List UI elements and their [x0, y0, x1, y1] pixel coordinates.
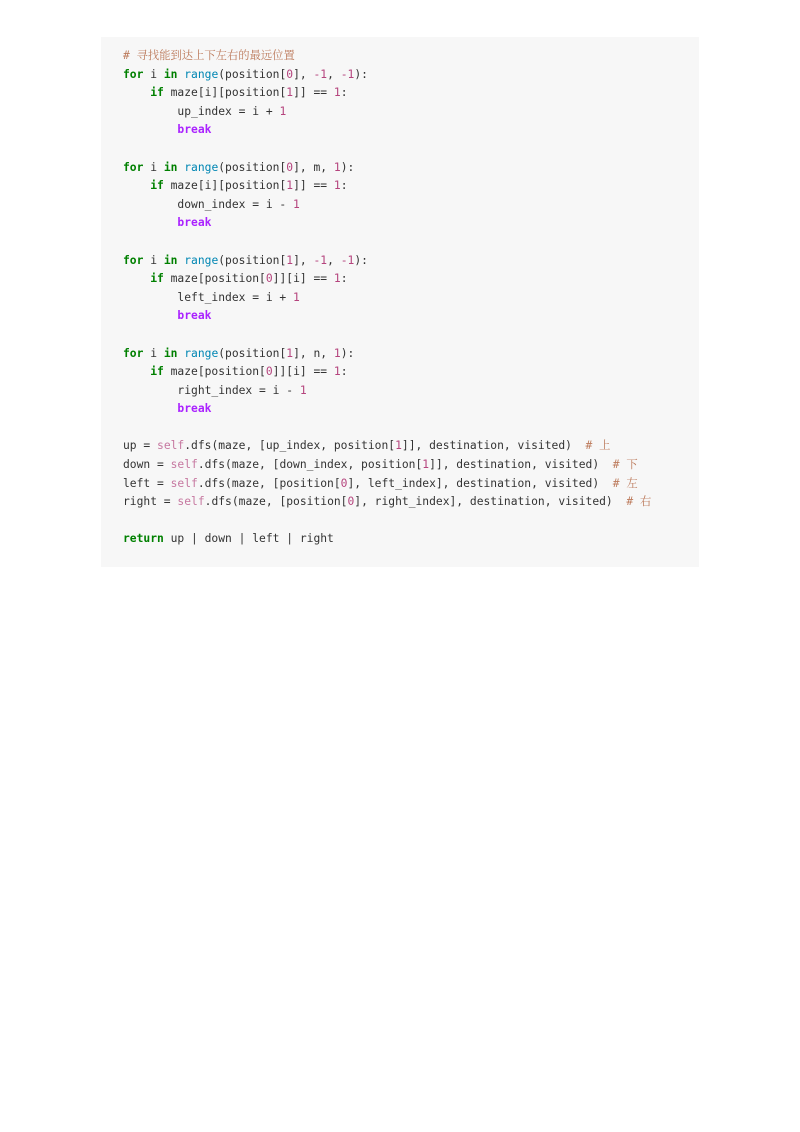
code-token: 1 [299, 383, 307, 397]
code-token: 0 [265, 365, 273, 379]
code-token: return [123, 532, 164, 546]
code-line [101, 289, 699, 308]
code-token: ], left_index], destination, visited) [347, 476, 613, 490]
code-token [123, 179, 150, 192]
code-token: in [163, 346, 178, 360]
code-token: # 左 [612, 476, 638, 490]
code-line [101, 121, 699, 140]
code-token: right = [123, 495, 178, 509]
code-token: maze[i][position[ [163, 86, 287, 100]
code-token [123, 365, 150, 378]
code-token: ): [340, 346, 355, 360]
code-token: for [123, 160, 144, 174]
code-line [101, 456, 699, 475]
code-token: (position[ [218, 67, 287, 81]
code-token: up_index = i + [123, 104, 280, 118]
code-token: right_index = i - [123, 383, 300, 397]
code-token: if [150, 179, 164, 193]
code-token: 1 [279, 104, 287, 118]
code-token: ]][i] == [272, 365, 334, 379]
code-token: ): [354, 67, 368, 81]
code-token: maze[i][position[ [163, 179, 287, 193]
code-line [101, 512, 699, 531]
code-token: range [184, 253, 219, 267]
code-token [123, 402, 177, 415]
code-token: # 寻找能到达上下左右的最远位置 [123, 49, 295, 62]
code-token: i [143, 253, 164, 267]
code-token: self [157, 439, 185, 453]
code-line [101, 363, 699, 382]
code-token: break [177, 123, 212, 137]
code-token: ]], destination, visited) [401, 439, 586, 453]
code-token: : [340, 179, 348, 193]
code-token: 1 [333, 346, 341, 360]
code-token: maze[position[ [163, 365, 266, 379]
code-token: 1 [293, 197, 300, 211]
code-line [101, 382, 699, 401]
code-token: self [177, 495, 205, 509]
code-token: (position[ [218, 160, 287, 174]
code-token: 1 [293, 290, 300, 304]
code-token: 1 [286, 253, 294, 267]
code-token: ]] == [293, 179, 334, 193]
code-token: ]] == [293, 86, 334, 100]
code-line [101, 214, 699, 233]
code-token: -1 [313, 253, 328, 267]
code-token: -1 [340, 253, 355, 267]
code-token: (position[ [218, 253, 287, 267]
code-token: 1 [422, 458, 430, 472]
code-token: 0 [286, 67, 294, 81]
code-token [123, 86, 150, 99]
code-token: if [150, 86, 164, 100]
code-token: ], m, [293, 160, 334, 174]
code-token: : [340, 365, 348, 379]
code-token: up = [123, 439, 158, 453]
code-token: ]], destination, visited) [429, 458, 613, 472]
code-line [101, 47, 699, 66]
code-line [101, 345, 699, 364]
code-line [101, 475, 699, 494]
code-line [101, 252, 699, 271]
code-token: : [340, 86, 348, 100]
code-token: 1 [395, 439, 402, 453]
code-token [123, 123, 177, 136]
code-token [123, 309, 177, 322]
code-line [101, 307, 699, 326]
code-token: i [143, 346, 164, 360]
code-token: # 下 [612, 458, 638, 472]
code-token: up | down | left | right [163, 532, 334, 546]
code-token: i [143, 67, 164, 81]
code-line [101, 84, 699, 103]
code-token: 1 [333, 365, 341, 379]
code-token: , [327, 253, 341, 267]
code-token: 0 [265, 272, 273, 286]
code-content[interactable] [101, 37, 699, 549]
code-token: in [163, 253, 178, 267]
code-token: for [123, 346, 144, 360]
code-token: break [177, 309, 212, 323]
code-token [123, 216, 177, 229]
code-token: 1 [333, 160, 341, 174]
code-line [101, 326, 699, 345]
code-token: ): [340, 160, 355, 174]
code-block [101, 37, 699, 567]
code-token: for [123, 253, 144, 267]
code-line [101, 419, 699, 438]
code-token: 1 [286, 346, 294, 360]
code-line [101, 270, 699, 289]
code-token: range [184, 346, 219, 360]
code-token: break [177, 402, 212, 416]
code-line [101, 400, 699, 419]
code-token: .dfs(maze, [down_index, position[ [197, 458, 423, 472]
code-token: 1 [286, 86, 294, 100]
code-token: down_index = i - [123, 197, 294, 211]
code-token: if [150, 365, 164, 379]
code-line [101, 530, 699, 549]
code-token: if [150, 272, 164, 286]
code-token: ], right_index], destination, visited) [354, 495, 627, 509]
code-line [101, 140, 699, 159]
code-token: 0 [340, 476, 348, 490]
code-token: in [163, 67, 178, 81]
code-token: .dfs(maze, [up_index, position[ [184, 439, 396, 453]
code-token: .dfs(maze, [position[ [204, 495, 348, 509]
code-token: .dfs(maze, [position[ [197, 476, 341, 490]
code-token: , [327, 67, 341, 81]
code-token: self [170, 476, 198, 490]
code-token: # 上 [585, 439, 611, 453]
code-line [101, 233, 699, 252]
code-token: -1 [340, 67, 355, 81]
code-token: ): [354, 253, 368, 267]
code-token: in [163, 160, 178, 174]
code-token: left_index = i + [123, 290, 294, 304]
code-line [101, 177, 699, 196]
code-token: ]][i] == [272, 272, 334, 286]
code-token: (position[ [218, 346, 287, 360]
code-token: 1 [333, 272, 341, 286]
code-line [101, 437, 699, 456]
code-token: 1 [333, 179, 341, 193]
code-token: : [340, 272, 348, 286]
code-line [101, 159, 699, 178]
code-token: 1 [286, 179, 294, 193]
code-token: self [170, 458, 198, 472]
code-token: # 右 [626, 495, 652, 509]
code-line [101, 66, 699, 85]
code-line [101, 196, 699, 215]
code-token: range [184, 160, 219, 174]
code-token: ], n, [293, 346, 334, 360]
code-line [101, 493, 699, 512]
code-token: ], [293, 67, 314, 81]
code-token: left = [123, 476, 171, 490]
code-line [101, 103, 699, 122]
code-token: -1 [313, 67, 328, 81]
code-token: break [177, 216, 212, 230]
code-token: maze[position[ [163, 272, 266, 286]
code-token: 0 [347, 495, 355, 509]
code-token: range [184, 67, 219, 81]
code-token: 0 [286, 160, 294, 174]
code-token [123, 272, 150, 285]
code-token: for [123, 67, 144, 81]
code-token: 1 [333, 86, 341, 100]
code-token: ], [293, 253, 314, 267]
code-token: i [143, 160, 164, 174]
code-token: down = [123, 458, 171, 472]
